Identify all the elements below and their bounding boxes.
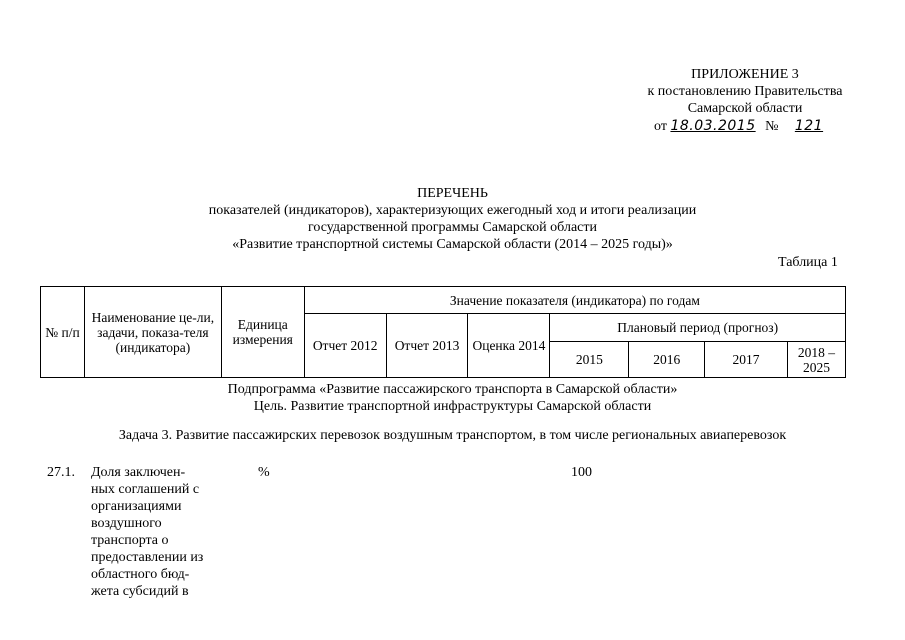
header-report-2013: Отчет 2013 (386, 314, 468, 378)
row-name-line: Доля заключен- (91, 465, 186, 480)
document-subtitle-1: показателей (индикаторов), характеризующих ежегодный ход и итоги реализации (208, 203, 697, 218)
row-name-line: областного бюд- (91, 567, 190, 582)
subprogram-goal: Цель. Развитие транспортной инфраструктуры Самарской области (253, 399, 652, 414)
task-title: Задача 3. Развитие пассажирских перевозок воздушным транспортом, в том числе региональных авиаперевозок (118, 428, 787, 443)
subprogram-block (0, 381, 905, 415)
appendix-block (620, 66, 870, 135)
header-year-2018-2025: 2018 – 2025 (787, 342, 845, 378)
row-name-line: жета субсидий в (91, 584, 189, 599)
row-name-line: ных соглашений с (91, 482, 200, 497)
row-value-2015: 100 (571, 465, 592, 480)
subprogram-title: Подпрограмма «Развитие пассажирского транспорта в Самарской области» (227, 382, 678, 397)
appendix-region-line: Самарской области (687, 101, 803, 116)
row-name-line: воздушного (91, 516, 162, 531)
indicators-table-header (40, 286, 846, 378)
row-name-line: транспорта о (91, 533, 169, 548)
row-name-line: предоставлении из (91, 550, 204, 565)
header-estimate-2014: Оценка 2014 (468, 314, 550, 378)
appendix-date-line (620, 118, 870, 135)
document-subtitle-3: «Развитие транспортной системы Самарской области (2014 – 2025 годы)» (232, 237, 673, 252)
header-unit: Единица измерения (221, 287, 304, 378)
handwritten-date: 18.03.2015 (670, 118, 756, 134)
row-number: 27.1. (47, 465, 75, 480)
row-indicator-name (91, 464, 226, 600)
number-label: № (765, 119, 779, 134)
handwritten-number: 121 (794, 118, 824, 134)
header-values-by-year: Значение показателя (индикатора) по годам (304, 287, 845, 314)
document-subtitle-2: государственной программы Самарской области (308, 220, 597, 235)
from-label: от (654, 119, 667, 134)
row-unit: % (258, 465, 270, 480)
appendix-decree-line: к постановлению Правительства (647, 84, 843, 99)
header-year-2017: 2017 (705, 342, 788, 378)
appendix-title: ПРИЛОЖЕНИЕ 3 (691, 67, 799, 82)
table-label: Таблица 1 (778, 255, 838, 270)
header-number: № п/п (41, 287, 85, 378)
header-name: Наименование це-ли, задачи, показа-теля (индикатора) (84, 287, 221, 378)
document-heading: ПЕРЕЧЕНЬ (417, 186, 488, 201)
document-title-block (0, 185, 905, 253)
header-planned-period: Плановый период (прогноз) (550, 314, 846, 342)
header-year-2015: 2015 (550, 342, 629, 378)
header-year-2016: 2016 (629, 342, 705, 378)
row-name-line: организациями (91, 499, 182, 514)
header-report-2012: Отчет 2012 (304, 314, 386, 378)
